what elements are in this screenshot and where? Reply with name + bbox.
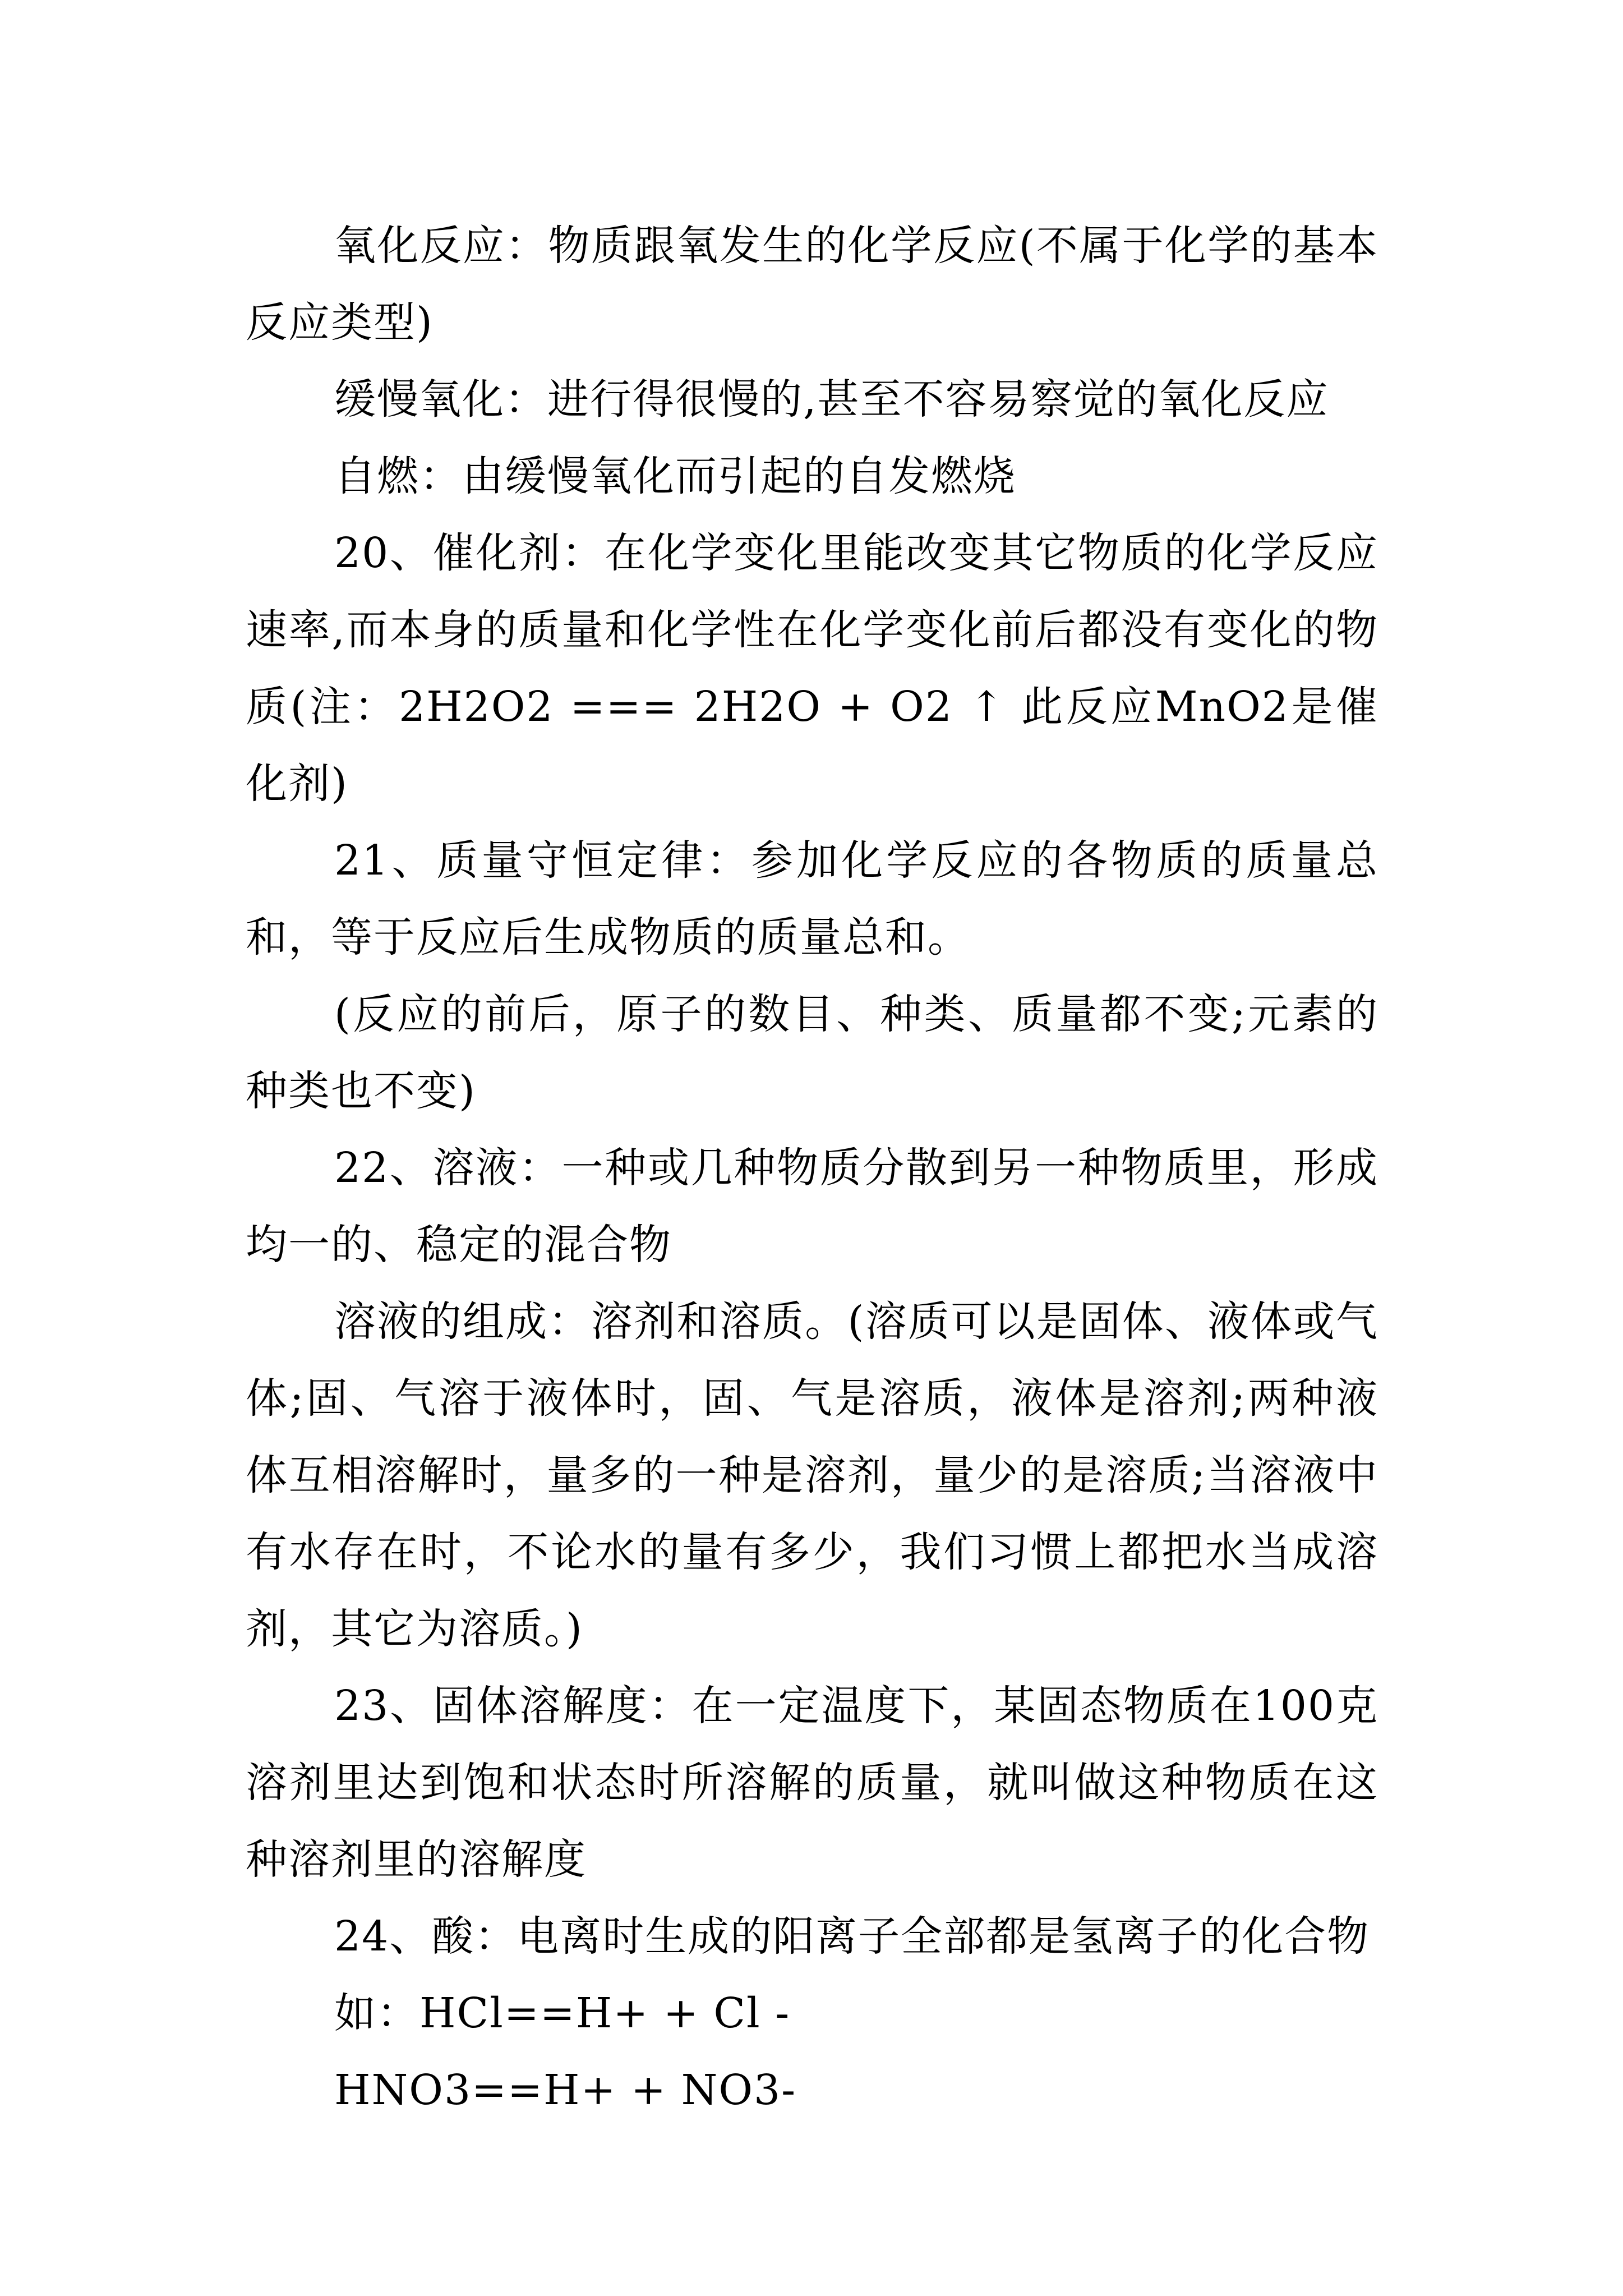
paragraph-acid-example-hno3: HNO3==H+ + NO3- — [334, 2066, 797, 2114]
paragraph-solution: 22、溶液：一种或几种物质分散到另一种物质里，形成均一的、稳定的混合物 — [246, 1144, 1378, 1269]
paragraph-spontaneous-combustion: 自燃：由缓慢氧化而引起的自发燃烧 — [334, 452, 1016, 500]
paragraph-mass-conservation-note: (反应的前后，原子的数目、种类、质量都不变;元素的种类也不变) — [246, 990, 1378, 1115]
paragraph-oxidation-reaction: 氧化反应：物质跟氧发生的化学反应(不属于化学的基本反应类型) — [246, 222, 1378, 347]
paragraph-slow-oxidation: 缓慢氧化：进行得很慢的,甚至不容易察觉的氧化反应 — [334, 375, 1329, 424]
paragraph-solubility: 23、固体溶解度：在一定温度下，某固态物质在100克溶剂里达到饱和状态时所溶解的质量，就叫做这种物质在这种溶剂里的溶解度 — [246, 1682, 1378, 1884]
paragraph-solution-composition: 溶液的组成：溶剂和溶质。(溶质可以是固体、液体或气体;固、气溶于液体时，固、气是溶质，液体是溶剂;两种液体互相溶解时，量多的一种是溶剂，量少的是溶质;当溶液中有水存在时，不论水的量有多少，我们习惯上都把水当成溶剂，其它为溶质。) — [246, 1297, 1378, 1653]
document-body — [246, 208, 1378, 2129]
paragraph-acid: 24、酸：电离时生成的阳离子全部都是氢离子的化合物 — [334, 1912, 1370, 1961]
paragraph-catalyst: 20、催化剂：在化学变化里能改变其它物质的化学反应速率,而本身的质量和化学性在化学变化前后都没有变化的物质(注：2H2O2 === 2H2O + O2 ↑ 此反应MnO2是催化剂) — [246, 529, 1378, 808]
paragraph-mass-conservation: 21、质量守恒定律：参加化学反应的各物质的质量总和，等于反应后生成物质的质量总和。 — [246, 836, 1378, 961]
paragraph-acid-example-hcl: 如：HCl==H+ + Cl - — [334, 1989, 791, 2037]
